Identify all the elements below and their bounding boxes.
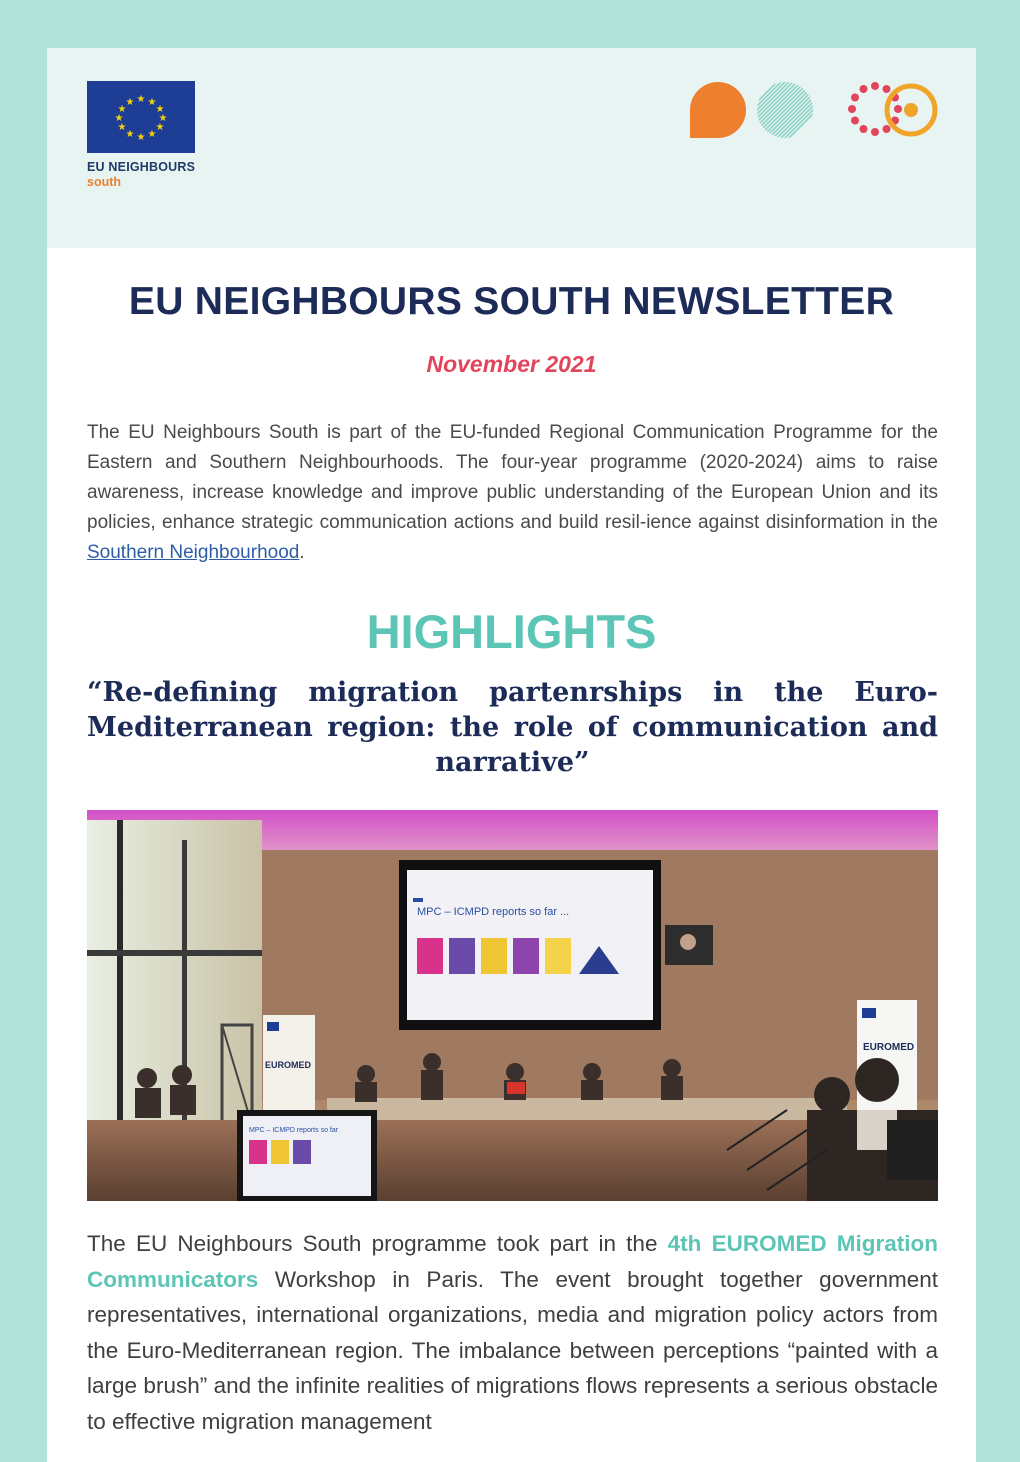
event-name-highlight: 4th EUROMED Migration Communicators	[87, 1231, 938, 1292]
screen-slide-title: MPC – ICMPD reports so far ...	[417, 906, 570, 918]
southern-neighbourhood-link[interactable]: Southern Neighbourhood	[87, 542, 300, 563]
brand-decor-shapes	[687, 78, 943, 142]
article-title: “Re-defining migration partenrships in the Euro-Mediterranean region: the role of communication and narrative”	[87, 677, 938, 778]
article-body	[87, 1226, 938, 1439]
svg-text:★: ★	[158, 113, 168, 124]
banner-text-right: EUROMED	[863, 1042, 915, 1053]
banner-text-left: EUROMED	[265, 1060, 312, 1070]
svg-text:★: ★	[117, 104, 127, 115]
svg-text:★: ★	[155, 122, 165, 133]
intro-text: The EU Neighbours South is part of the EU-funded Regional Communication Programme for the Eastern and Southern Neighbourhoods. The four-year programme (2020-2024) aims to raise awareness, increase knowledge and improve public understanding of the European Union and its policies, enhance strategic communication actions and build resil-ience against disinformation in the	[87, 422, 938, 533]
svg-text:★: ★	[114, 113, 124, 124]
svg-text:★: ★	[147, 129, 157, 140]
intro-text-end: .	[299, 542, 305, 563]
svg-text:★: ★	[117, 122, 127, 133]
svg-text:★: ★	[125, 97, 135, 108]
svg-text:★: ★	[147, 97, 157, 108]
intro-paragraph	[87, 418, 938, 568]
monitor-slide-title: MPC – ICMPD reports so far	[249, 1127, 339, 1134]
newsletter-header	[47, 48, 976, 248]
article-photo	[87, 810, 938, 1201]
orange-speech-bubble-icon	[690, 82, 746, 138]
newsletter-title: EU NEIGHBOURS SOUTH NEWSLETTER	[128, 280, 895, 323]
brand-subtitle: south	[87, 175, 122, 189]
article-body-rest: Workshop in Paris. The event brought together government representatives, international organizations, media and migration policy actors from the Euro-Mediterranean region. The imbalance between perceptions “painted with a large brush” and the infinite realities of migrations flows represents a serious obstacle to effective migration management	[87, 1266, 938, 1434]
svg-text:★: ★	[125, 129, 135, 140]
newsletter-card	[47, 48, 976, 1462]
brand-name: EU NEIGHBOURS	[87, 160, 196, 174]
eu-flag-icon	[87, 81, 195, 153]
article-body-start: The EU Neighbours South programme took part in the	[87, 1231, 668, 1256]
highlights-heading: HIGHLIGHTS	[366, 605, 657, 658]
svg-text:★: ★	[136, 132, 146, 143]
svg-text:★: ★	[155, 104, 165, 115]
newsletter-date: November 2021	[426, 351, 597, 377]
svg-text:★: ★	[136, 94, 146, 105]
